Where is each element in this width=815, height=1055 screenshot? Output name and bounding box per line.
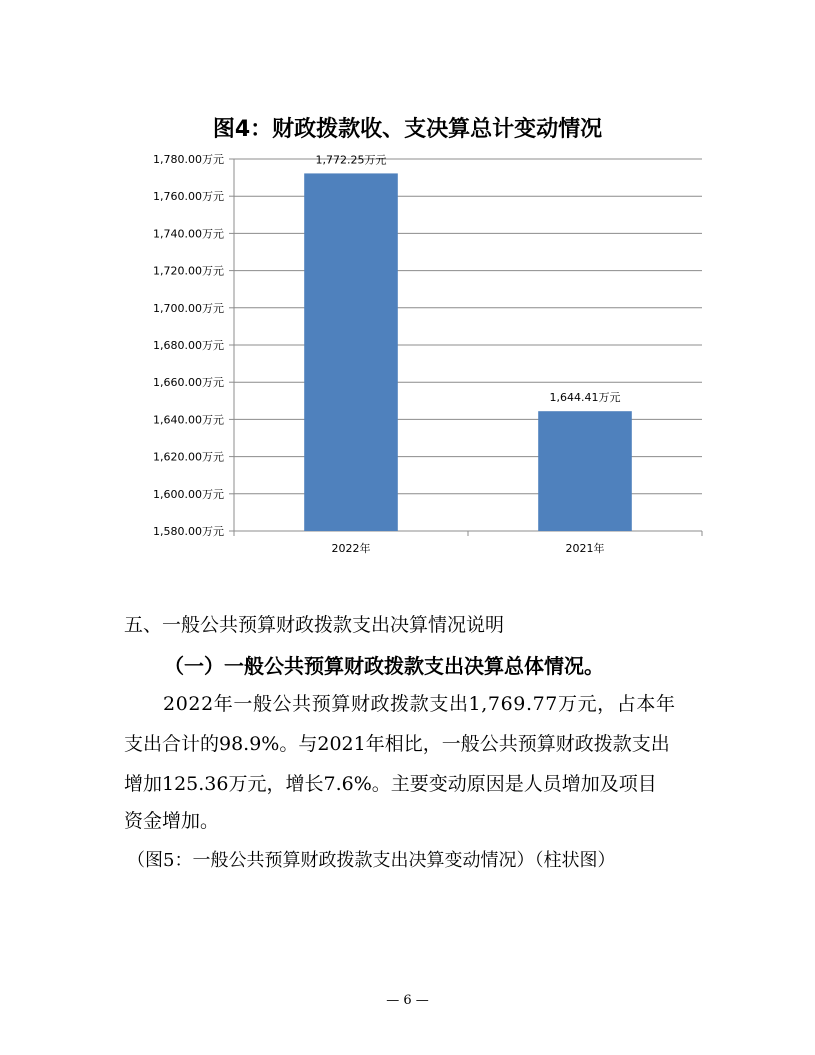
x-category-label: 2021年	[565, 542, 605, 555]
paragraph-line-3: 增加125.36万元，增长7.6%。主要变动原因是人员增加及项目	[124, 773, 657, 795]
figure5-caption: （图5：一般公共预算财政拨款支出决算变动情况）（柱状图）	[127, 850, 616, 871]
x-category-label: 2022年	[331, 542, 371, 555]
y-tick-label: 1,580.00万元	[153, 525, 224, 538]
bars	[304, 173, 632, 531]
y-tick-label: 1,780.00万元	[153, 153, 224, 166]
bar	[538, 411, 632, 531]
y-tick-labels	[153, 153, 224, 538]
y-tick-label: 1,620.00万元	[153, 450, 224, 464]
section-heading: 五、一般公共预算财政拨款支出决算情况说明	[124, 614, 505, 636]
y-tick-label: 1,720.00万元	[153, 264, 224, 278]
y-tick-label: 1,640.00万元	[153, 413, 224, 427]
data-label: 1,772.25万元	[315, 153, 387, 167]
y-tick-label: 1,700.00万元	[153, 301, 224, 315]
chart-title: 图4：财政拨款收、支决算总计变动情况	[212, 117, 603, 142]
paragraph-line-4: 资金增加。	[124, 810, 220, 832]
data-label: 1,644.41万元	[549, 391, 621, 405]
subsection-heading: （一）一般公共预算财政拨款支出决算总体情况。	[164, 654, 604, 678]
y-tick-label: 1,600.00万元	[153, 487, 224, 501]
paragraph-line-2: 支出合计的98.9%。与2021年相比，一般公共预算财政拨款支出	[124, 733, 670, 755]
page-number: — 6 —	[386, 993, 429, 1008]
y-tick-label: 1,740.00万元	[153, 227, 224, 241]
y-tick-label: 1,660.00万元	[153, 376, 224, 390]
y-tick-label: 1,680.00万元	[153, 339, 224, 352]
bar	[304, 173, 398, 531]
paragraph-line-1: 2022年一般公共预算财政拨款支出1,769.77万元，占本年	[163, 693, 676, 715]
y-tick-label: 1,760.00万元	[153, 190, 224, 204]
x-category-labels	[332, 541, 605, 555]
